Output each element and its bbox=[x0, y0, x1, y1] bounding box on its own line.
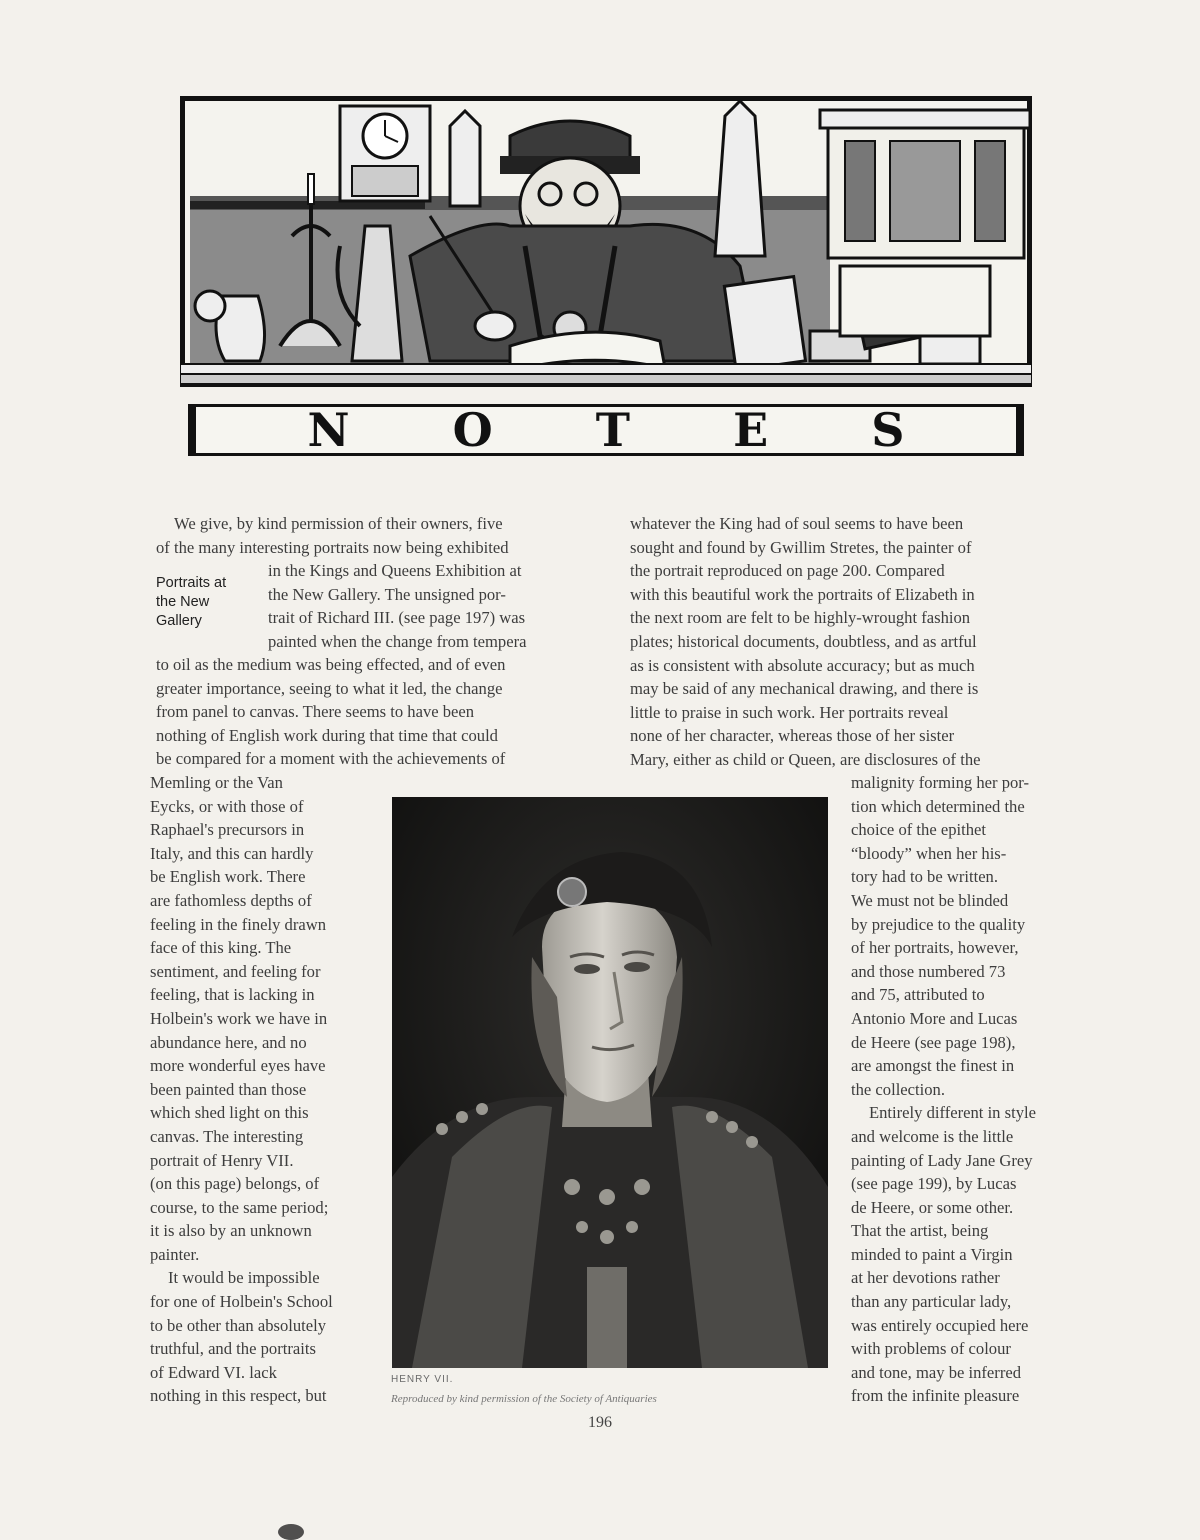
text-line: (on this page) belongs, of bbox=[150, 1174, 320, 1194]
col1-beside-heading bbox=[268, 559, 591, 653]
text-line: We give, by kind permission of their owners, five bbox=[174, 514, 503, 533]
portrait-painting bbox=[392, 797, 828, 1368]
text-line: de Heere, or some other. bbox=[851, 1197, 1014, 1217]
figure-caption-title: HENRY VII. bbox=[391, 1374, 454, 1385]
text-line: feeling, that is lacking in bbox=[150, 985, 315, 1005]
banner-letter: O bbox=[452, 403, 493, 457]
text-line: was entirely occupied here bbox=[851, 1315, 1029, 1335]
text-line: are amongst the finest in bbox=[851, 1056, 1015, 1076]
text-line: and welcome is the little bbox=[851, 1126, 1014, 1146]
text-line: from the infinite pleasure bbox=[851, 1386, 1020, 1406]
text-line: “bloody” when her his- bbox=[851, 843, 1007, 863]
text-line: to be other than absolutely bbox=[150, 1315, 327, 1335]
text-line: face of this king. The bbox=[150, 938, 292, 958]
text-line: been painted than those bbox=[150, 1079, 307, 1099]
text-line: Antonio More and Lucas bbox=[851, 1008, 1018, 1028]
text-line: choice of the epithet bbox=[851, 820, 986, 840]
banner-letter: E bbox=[733, 403, 769, 457]
text-line: for one of Holbein's School bbox=[150, 1292, 333, 1312]
col1-intro bbox=[156, 512, 591, 559]
text-line: de Heere (see page 198), bbox=[851, 1032, 1016, 1052]
text-line: the portrait reproduced on page 200. Compared bbox=[630, 561, 945, 581]
text-line: portrait of Henry VII. bbox=[150, 1150, 294, 1170]
text-line: by prejudice to the quality bbox=[851, 914, 1026, 934]
text-line: the New Gallery. The unsigned por- bbox=[268, 584, 506, 604]
text-line: tion which determined the bbox=[851, 796, 1025, 816]
text-line: (see page 199), by Lucas bbox=[851, 1174, 1017, 1194]
text-line: the collection. bbox=[851, 1079, 945, 1099]
page-number: 196 bbox=[588, 1414, 612, 1431]
text-line: and tone, may be inferred bbox=[851, 1362, 1022, 1382]
text-line: trait of Richard III. (see page 197) was bbox=[268, 608, 526, 628]
text-line: be compared for a moment with the achievements of bbox=[156, 749, 506, 769]
text-line: nothing of English work during that time that could bbox=[156, 725, 498, 745]
text-line: Italy, and this can hardly bbox=[150, 843, 314, 863]
col2-narrow bbox=[851, 771, 1068, 1408]
text-line: Entirely different in style bbox=[869, 1103, 1036, 1123]
banner-letter: T bbox=[595, 403, 631, 457]
banner-letter: S bbox=[871, 403, 905, 457]
text-line: at her devotions rather bbox=[851, 1268, 1000, 1288]
text-line: greater importance, seeing to what it led, the change bbox=[156, 678, 503, 698]
text-line: truthful, and the portraits bbox=[150, 1339, 316, 1359]
text-line: and 75, attributed to bbox=[851, 985, 985, 1005]
banner-letter: N bbox=[307, 403, 350, 457]
text-line: abundance here, and no bbox=[150, 1032, 307, 1052]
text-line: nothing in this respect, but bbox=[150, 1386, 327, 1406]
ink-smudge bbox=[278, 1524, 304, 1540]
text-line: with problems of colour bbox=[851, 1339, 1011, 1359]
header-illustration bbox=[180, 96, 1032, 396]
text-line: and those numbered 73 bbox=[851, 961, 1006, 981]
text-line: Holbein's work we have in bbox=[150, 1008, 328, 1028]
text-line: malignity forming her por- bbox=[851, 773, 1030, 792]
col1-narrow bbox=[150, 771, 365, 1408]
text-line: tory had to be written. bbox=[851, 867, 999, 887]
text-line: whatever the King had of soul seems to have been bbox=[630, 514, 964, 533]
side-heading-line: the New bbox=[156, 594, 210, 610]
text-line: Eycks, or with those of bbox=[150, 796, 304, 816]
side-heading-line: Gallery bbox=[156, 613, 202, 629]
text-line: it is also by an unknown bbox=[150, 1221, 312, 1241]
text-line: course, to the same period; bbox=[150, 1197, 329, 1217]
scholar-at-desk-illustration bbox=[180, 96, 1032, 396]
text-line: none of her character, whereas those of her sister bbox=[630, 726, 955, 746]
text-line: be English work. There bbox=[150, 867, 306, 887]
notes-banner bbox=[188, 404, 1024, 456]
text-line: which shed light on this bbox=[150, 1103, 309, 1123]
text-line: as is consistent with absolute accuracy; but as much bbox=[630, 655, 975, 675]
text-line: It would be impossible bbox=[168, 1268, 320, 1288]
text-line: from panel to canvas. There seems to have been bbox=[156, 702, 475, 722]
text-line: with this beautiful work the portraits of Elizabeth in bbox=[630, 584, 975, 604]
text-line: painted when the change from tempera bbox=[268, 631, 527, 651]
text-line: sentiment, and feeling for bbox=[150, 961, 321, 981]
side-heading-line: Portraits at bbox=[156, 575, 227, 591]
text-line: of Edward VI. lack bbox=[150, 1362, 277, 1382]
figure-caption-credit: Reproduced by kind permission of the Society of Antiquaries bbox=[391, 1393, 657, 1405]
text-line: of her portraits, however, bbox=[851, 938, 1019, 958]
text-line: plates; historical documents, doubtless, and as artful bbox=[630, 631, 977, 651]
text-line: Raphael's precursors in bbox=[150, 820, 305, 840]
text-line: may be said of any mechanical drawing, and there is bbox=[630, 679, 979, 699]
text-line: of the many interesting portraits now being exhibited bbox=[156, 537, 509, 557]
text-line: That the artist, being bbox=[851, 1221, 989, 1241]
text-line: feeling in the finely drawn bbox=[150, 914, 327, 934]
side-heading bbox=[156, 574, 256, 631]
text-line: Mary, either as child or Queen, are disclosures of the bbox=[630, 749, 981, 769]
text-line: are fathomless depths of bbox=[150, 890, 312, 910]
text-line: sought and found by Gwillim Stretes, the painter of bbox=[630, 537, 972, 557]
text-line: We must not be blinded bbox=[851, 890, 1009, 910]
text-line: minded to paint a Virgin bbox=[851, 1244, 1013, 1264]
col1-full-width bbox=[156, 653, 591, 771]
henry-vii-portrait bbox=[392, 797, 828, 1368]
text-line: the next room are felt to be highly-wrought fashion bbox=[630, 608, 971, 628]
text-line: little to praise in such work. Her portraits reveal bbox=[630, 702, 949, 722]
text-line: in the Kings and Queens Exhibition at bbox=[268, 561, 522, 580]
text-line: more wonderful eyes have bbox=[150, 1056, 326, 1076]
col2-full-width bbox=[630, 512, 1068, 772]
text-line: painting of Lady Jane Grey bbox=[851, 1150, 1033, 1170]
text-line: to oil as the medium was being effected, and of even bbox=[156, 655, 506, 674]
text-line: than any particular lady, bbox=[851, 1292, 1012, 1312]
text-line: painter. bbox=[150, 1244, 200, 1264]
text-line: canvas. The interesting bbox=[150, 1126, 304, 1146]
text-line: Memling or the Van bbox=[150, 773, 283, 792]
